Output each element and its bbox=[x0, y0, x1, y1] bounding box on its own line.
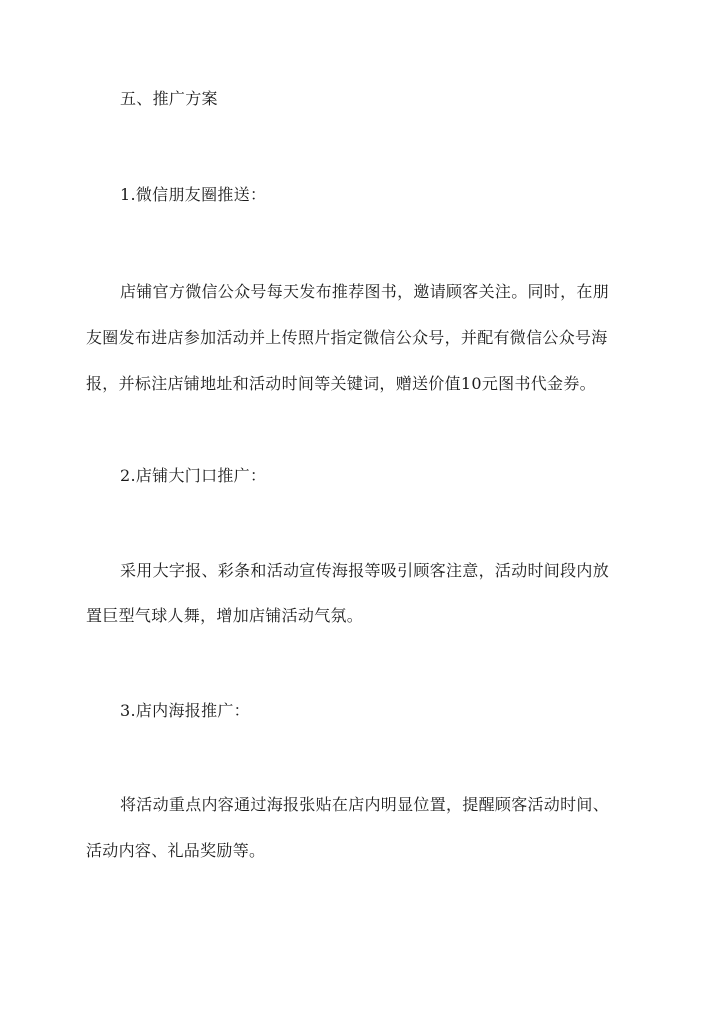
section-heading: 五、推广方案 bbox=[120, 89, 218, 108]
paragraph-line: 采用大字报、彩条和活动宣传海报等吸引顾客注意，活动时间段内放 bbox=[120, 561, 610, 580]
paragraph-line: 置巨型气球人舞，增加店铺活动气氛。 bbox=[86, 606, 364, 625]
paragraph-line: 店铺官方微信公众号每天发布推荐图书，邀请顾客关注。同时，在朋 bbox=[120, 282, 610, 301]
paragraph-line: 活动内容、礼品奖励等。 bbox=[86, 841, 266, 860]
paragraph-line: 友圈发布进店参加活动并上传照片指定微信公众号，并配有微信公众号海 bbox=[86, 328, 608, 347]
subsection-title-instore: 3.店内海报推广： bbox=[120, 701, 250, 720]
subsection-title-wechat: 1.微信朋友圈推送： bbox=[120, 185, 267, 204]
paragraph-line: 将活动重点内容通过海报张贴在店内明显位置，提醒顾客活动时间、 bbox=[120, 795, 610, 814]
paragraph-line: 报，并标注店铺地址和活动时间等关键词，赠送价值10元图书代金券。 bbox=[86, 374, 596, 393]
subsection-title-entrance: 2.店铺大门口推广： bbox=[120, 466, 267, 485]
